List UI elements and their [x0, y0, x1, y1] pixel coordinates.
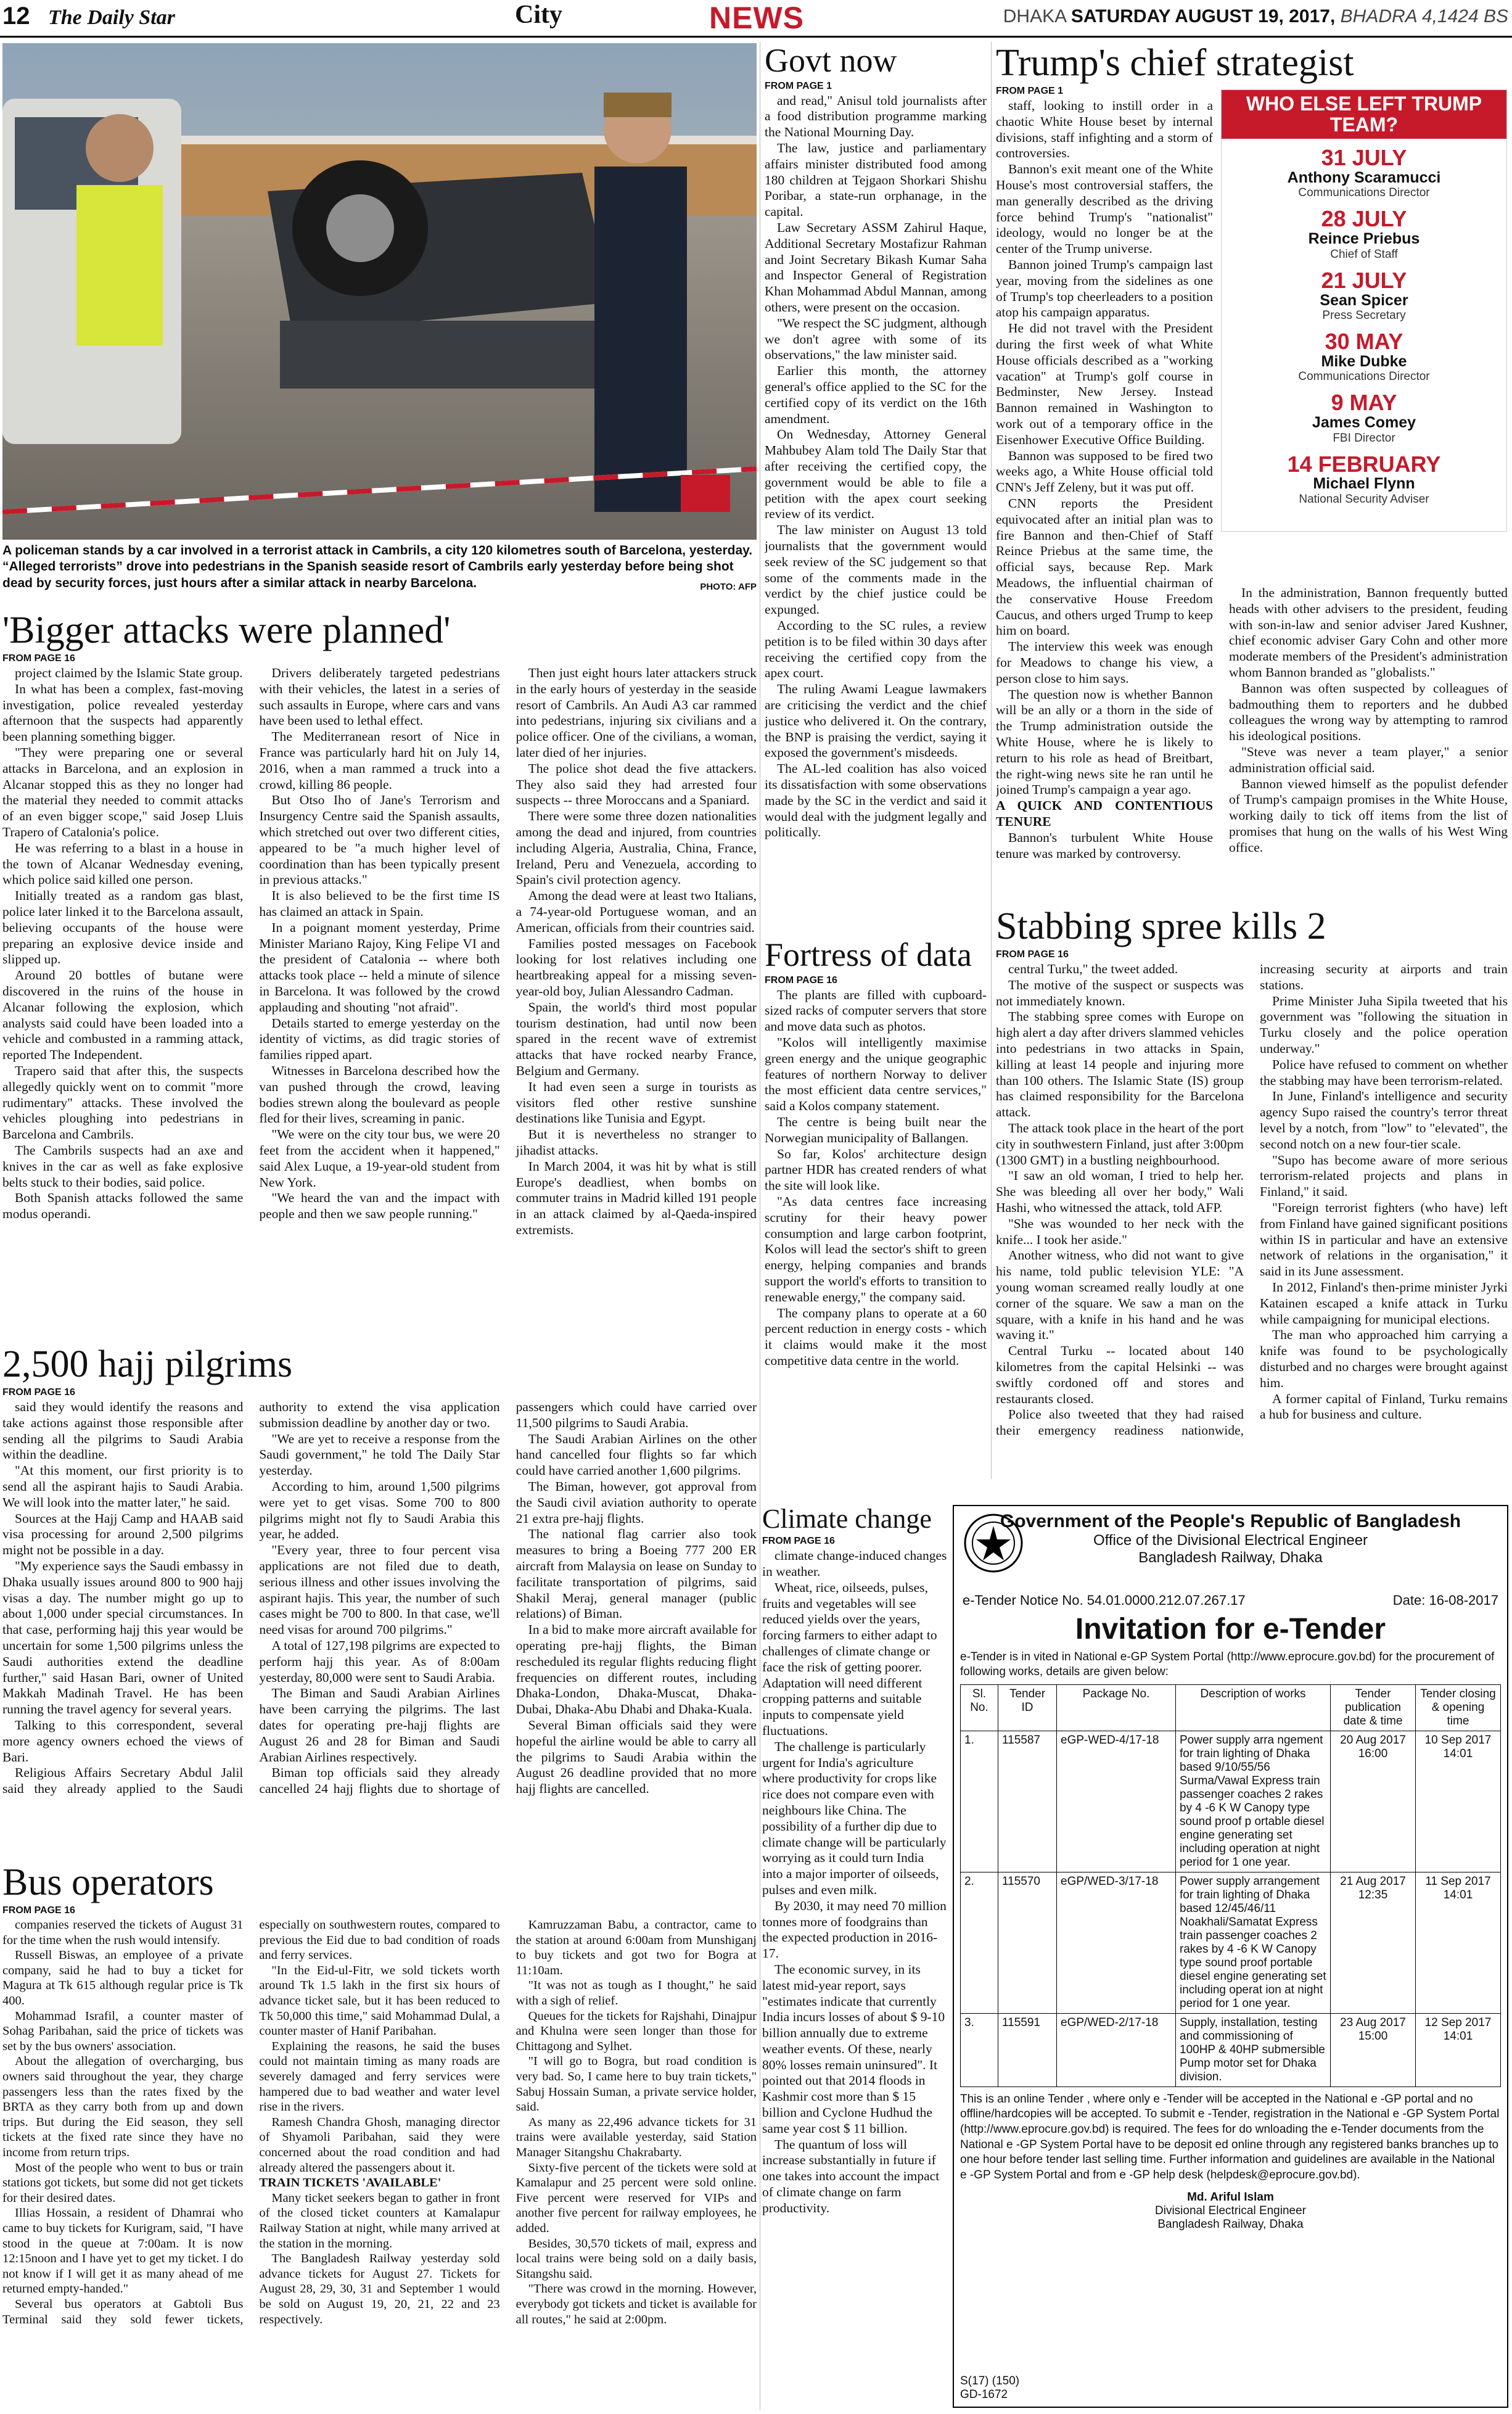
news-photo	[2, 43, 757, 540]
paragraph: "They were preparing one or several attacks in Barcelona, and an explosion in Alcanar stopped this as they no longer had the material they needed to commit attacks of an even bigger scope," said Josep Lluis Trapero of Catalonia's police.	[2, 745, 244, 840]
paragraph: The Cambrils suspects had an axe and knives in the car as well as fake explosive belts stuck to their bodies, said police.	[2, 1143, 244, 1190]
cell-closing: 11 Sep 2017 14:01	[1416, 1872, 1501, 2013]
paragraph: Trapero said that after this, the suspects allegedly quickly went on to commit "more rudimentary" attacks. These involved the vehicles ploughing into pedestrians in Barcelona and Cambrils.	[2, 1063, 244, 1142]
ad-government: Government of the People's Republic of Bangladesh	[1000, 1511, 1461, 1531]
government-seal-icon	[963, 1512, 1024, 1574]
article-stabbing-spree	[996, 907, 1508, 1480]
paragraph: The Biman, however, got approval from the Saudi civil aviation authority to operate 21 extra pre-hajj flights.	[516, 1479, 757, 1526]
article-hajj	[2, 1345, 757, 1863]
cell-package: eGP/WED-3/17-18	[1057, 1872, 1176, 2013]
article-body	[765, 987, 987, 1369]
paragraph: "We were on the city tour bus, we were 20 feet from the accident when it happened," said Alex Luque, a 19-year-old student from New York.	[259, 1127, 500, 1190]
paragraph: "I saw an old woman, I tried to help her. She was bleeding all over her body," Wali Hashi, who witnessed the attack, told AFP.	[996, 1168, 1244, 1216]
paragraph: In the administration, Bannon frequently butted heads with other advisers to the president, feuding with son-in-law and senior adviser Jared Kushner, chief economic adviser Gary Cohn and other more moderate members of the President's administration whom Bannon branded as "globalists."	[1229, 585, 1508, 680]
paragraph: As many as 22,496 advance tickets for 31 trains were available yesterday, said Station Manager Sitangshu Chakrabarty.	[516, 2115, 757, 2159]
paragraph: Religious Affairs Secretary Abdul Jalil said they already applied to the Saudi authority to extend the visa application submission deadline by another day or two.	[2, 1399, 500, 1797]
item-name: Sean Spicer	[1320, 291, 1408, 309]
paragraph: There were some three dozen nationalities among the dead and injured, from countries including Algeria, Australia, China, France, Ireland, Peru and Venezuela, according to Spain's civil protection agency.	[516, 809, 757, 888]
paragraph: "Supo has become aware of more serious terrorism-related projects and plans in Finland," it said.	[1260, 1152, 1508, 1200]
article-body	[2, 1918, 757, 2327]
cell-closing: 10 Sep 2017 14:01	[1416, 1731, 1501, 1872]
signatory-title: Divisional Electrical Engineer	[1155, 2204, 1306, 2217]
column-header: Package No.	[1057, 1684, 1176, 1731]
paragraph: The Saudi Arabian Airlines on the other hand cancelled four flights so far which could have carried another 1,600 pilgrims.	[516, 1431, 757, 1478]
cell-description: Power supply arra ngement for train lighting of Dhaka based 9/10/55/56 Surma/Vawal Express train passenger coaches 2 rakes by 4 -6 K W Canopy type sound proof p ortable diesel engine generating set including operation at night period for 1 one year.	[1176, 1731, 1331, 1872]
paragraph: Illias Hossain, a resident of Dhamrai who came to buy tickets for Kurigram, said, "I have stood in the queue at 7:00am. It is now 12:15noon and I have yet to get my ticket. I do not know if I will get it as many ahead of me returned empty-handed."	[2, 2206, 244, 2296]
paragraph: Several Biman officials said they were hopeful the airline would be able to carry all the pilgrims to Saudi Arabia within the August 26 deadline provided that no more hajj flights are cancelled.	[516, 1718, 757, 1797]
item-date: 14 FEBRUARY	[1287, 451, 1441, 477]
dateline-date: SATURDAY AUGUST 19, 2017,	[1070, 6, 1336, 27]
item-date: 31 JULY	[1321, 145, 1407, 171]
paragraph: According to him, around 1,500 pilgrims were yet to get visas. Some 700 to 800 pilgrims might not fly to Saudi Arabia this year, he added.	[259, 1479, 500, 1542]
paragraph: Police also tweeted that they had raised their emergency readiness nationwide, increasing security at airports and train stations.	[996, 962, 1508, 1438]
cell-publication: 21 Aug 2017 12:35	[1331, 1872, 1416, 2013]
paragraph: CNN reports the President equivocated after an initial plan was to fire Bannon and then-Chief of Staff Reince Priebus at the same time, the official says, because Rep. Mark Meadows, the influential chairman of the conservative House Freedom Caucus, and others urged Trump to keep him on board.	[996, 496, 1213, 638]
item-name: Michael Flynn	[1313, 475, 1415, 493]
ad-signature-block	[954, 2191, 1507, 2231]
item-name: Anthony Scaramucci	[1287, 168, 1441, 186]
paragraph: The centre is being built near the Norwegian municipality of Ballangen.	[765, 1114, 987, 1145]
paragraph: Many ticket seekers began to gather in front of the closed ticket counters at Kamalapur Railway Station at night, while many arrived at the station in the morning.	[259, 2191, 500, 2251]
item-date: 21 JULY	[1321, 267, 1407, 293]
table-row	[961, 1731, 1501, 1872]
paragraph: The stabbing spree comes with Europe on high alert a day after drivers slammed vehicles into pedestrians in two attacks in Spain, killing at least 14 people and injuring more than 100 others. The Islamic State (IS) group has claimed responsibility for the Barcelona attack.	[996, 1009, 1244, 1120]
column-header: Tender ID	[998, 1684, 1057, 1731]
cell-tender-id: 115591	[998, 2013, 1057, 2087]
paragraph: The company plans to operate at a 60 percent reduction in energy costs - which it claims would make it the most competitive data centre in the world.	[765, 1305, 987, 1369]
column-header: Tender closing & opening time	[1416, 1684, 1501, 1731]
paragraph: Central Turku -- located about 140 kilometres from the capital Helsinki -- was swiftly cordoned off and stores and restaurants closed.	[996, 1343, 1244, 1406]
paragraph: Law Secretary ASSM Zahirul Haque, Additional Secretary Mostafizur Rahman and Joint Secretary Bikash Kumar Saha and Inspector General of Registration Khan Mohammad Abdul Mannan, among others, were present on the occasion.	[765, 220, 987, 315]
sidebar-item	[1222, 269, 1506, 323]
paragraph: The ruling Awami League lawmakers are criticising the verdict and the chief justice who delivered it. On the contrary, the BNP is praising the verdict, saying it exposed the government's misdeeds.	[765, 682, 987, 760]
article-body	[996, 962, 1508, 1439]
ad-office-line2: Bangladesh Railway, Dhaka	[1138, 1549, 1323, 1566]
from-page: FROM PAGE 16	[762, 1536, 835, 1547]
paragraph: The Mediterranean resort of Nice in France was particularly hard hit on July 14, 2016, when a man rammed a truck into a crowd, killing 86 people.	[259, 729, 500, 792]
headline: Trump's chief strategist	[996, 43, 1354, 84]
headline: Bus operators	[2, 1863, 214, 1903]
ad-notice-row	[954, 1592, 1507, 1609]
paragraph: Another witness, who did not want to give his name, told public television YLE: "A young woman screamed really loudly at one corner of the square. We saw a man on the square, with a knife in his hand and he was waving it."	[996, 1248, 1244, 1343]
masthead: The Daily Star	[48, 6, 175, 29]
paragraph: Bannon's turbulent White House tenure was marked by controversy.	[996, 830, 1213, 861]
table-row	[961, 1872, 1501, 2013]
ad-office-line1: Office of the Divisional Electrical Engineer	[1093, 1532, 1368, 1549]
paragraph: On Wednesday, Attorney General Mahbubey Alam told The Daily Star that after receiving the certified copy, the government would be able to file a petition with the apex court seeking review of its verdict.	[765, 427, 987, 522]
photo-credit: PHOTO: AFP	[700, 581, 757, 592]
cell-closing: 12 Sep 2017 14:01	[1416, 2013, 1501, 2087]
ad-codes	[960, 2375, 1019, 2402]
paragraph: Details started to emerge yesterday on the identity of victims, as did tragic stories of families ripped apart.	[259, 1015, 500, 1063]
paragraph: The attack took place in the heart of the port city in southwestern Finland, just after 3:00pm (1300 GMT) in a bustling neighbourhood.	[996, 1121, 1244, 1168]
cell-tender-id: 115570	[998, 1872, 1057, 2013]
column-header: Tender publication date & time	[1331, 1684, 1416, 1731]
ad-header	[954, 1506, 1507, 1592]
paragraph: The motive of the suspect or suspects was not immediately known.	[996, 977, 1244, 1008]
photo-illustration	[2, 43, 757, 540]
sidebar-item	[1222, 453, 1506, 506]
cell-sl: 2.	[961, 1872, 998, 2013]
from-page: FROM PAGE 16	[2, 1905, 75, 1916]
column-header: Description of works	[1176, 1684, 1331, 1731]
dateline-bangla: BHADRA 4,1424 BS	[1340, 6, 1508, 27]
paragraph: It had even seen a surge in tourists as visitors fled other restive sunshine destinations like Tunisia and Egypt.	[516, 1079, 757, 1126]
item-date: 28 JULY	[1321, 206, 1407, 232]
paragraph: The quantum of loss will increase substantially in future if one takes into account the impact of climate change on farm productivity.	[762, 2136, 940, 2215]
paragraph: About the allegation of overcharging, bus owners said throughout the year, they charge passengers less than the rates fixed by the BRTA as they carry both from up and down trips. But during the Eid season, they sell tickets at the fixed rate since they have no income from return trips.	[2, 2054, 244, 2159]
paragraph: Police have refused to comment on whether the stabbing may have been terrorism-related.	[1260, 1057, 1508, 1088]
paragraph: Several bus operators at Gabtoli Bus Terminal said they sold fewer tickets, especially on southwestern routes, compared to previous the Eid due to bad condition of roads and ferry services.	[2, 1918, 500, 2326]
headline: 'Bigger attacks were planned'	[2, 611, 451, 651]
paragraph: "Steve was never a team player," a senior administration official said.	[1229, 744, 1508, 775]
page-number: 12	[2, 2, 30, 30]
paragraph: Initially treated as a random gas blast, police later linked it to the Barcelona assault, believing occupants of the house were preparing an explosive device inside and slipped up.	[2, 888, 244, 967]
ad-title: Invitation for e-Tender	[1075, 1613, 1386, 1646]
cell-package: eGP/WED-2/17-18	[1057, 2013, 1176, 2087]
paragraph: "Every year, three to four percent visa applications are not filed due to death, serious illness and other issues involving the aspirant hajis. This year, the number of such cases might be 700 to 800. In that case, we'll need visas for around 700 pilgrims."	[259, 1543, 500, 1637]
paragraph: A former capital of Finland, Turku remains a hub for business and culture.	[1260, 1391, 1508, 1422]
paragraph: The economic survey, in its latest mid-year report, says "estimates indicate that currently India incurs losses of about $ 9-10 billion annually due to extreme weather events. Of these, nearly 80% losses remain uninsured". It pointed out that 2014 floods in Kashmir cost more than $ 15 billion and Cyclone Hudhud the same year cost $ 11 billion.	[762, 1961, 945, 2136]
article-bus-operators	[2, 1863, 757, 2412]
from-page: FROM PAGE 16	[2, 1387, 75, 1398]
article-fortress-of-data	[765, 937, 987, 1493]
paragraph: central Turku," the tweet added.	[1008, 962, 1178, 977]
item-role: Communications Director	[1298, 186, 1430, 200]
paragraph: "I will go to Bogra, but road condition is very bad. So, I came here to buy train tickets," Sabuj Hossain Suman, a private service holder, said.	[516, 2054, 757, 2114]
sidebar-item	[1222, 207, 1506, 261]
article-body	[765, 93, 987, 841]
paragraph: The Biman and Saudi Arabian Airlines have been carrying the pilgrims. The last dates for operating pre-hajj flights are August 26 and 28 for Biman and Saudi Arabian Airlines respectively.	[259, 1686, 500, 1765]
article-body	[2, 1399, 757, 1797]
paragraph: "We are yet to receive a response from the Saudi government," he told The Daily Star yesterday.	[259, 1431, 500, 1478]
paragraph: "As data centres face increasing scrutiny for their heavy power consumption and large carbon footprint, Kolos will lead the sector's shift to green energy, helping companies and brands support the world's efforts to transition to renewable energy," the company said.	[765, 1194, 987, 1304]
dateline-city: DHAKA	[1003, 6, 1066, 27]
paragraph: Both Spanish attacks followed the same modus operandi.	[2, 1190, 244, 1222]
paragraph: "In the Eid-ul-Fitr, we sold tickets worth around Tk 1.5 lakh in the first six hours of advance ticket sale, but it has been reduced to Tk 50,000 this time," said Mohammad Dulal, a counter master of Hanif Paribahan.	[259, 1963, 500, 2038]
paragraph: Talking to this correspondent, several more agency owners echoed the views of Bari.	[2, 1718, 244, 1765]
article-body	[762, 1548, 947, 2216]
item-role: National Security Adviser	[1299, 492, 1429, 506]
section-name: City	[515, 1, 562, 29]
headline: Fortress of data	[765, 937, 972, 973]
ad-intro: e-Tender is in vited in National e-GP System Portal (http://www.eprocure.gov.bd) for the procurement of following works, details are given below:	[960, 1650, 1495, 1678]
sidebar-who-left	[1221, 89, 1507, 532]
paragraph: "My experience says the Saudi embassy in Dhaka usually issues around 800 to 900 hajj visas a day. The number might go up to about 1,000 under special circumstances. In that case, performing hajj this year would be uncertain for some 1,500 pilgrims unless the Saudi authorities extend the deadline further," said Hasan Bari, owner of United Makkah Madinah Travel. He has been running the travel agency for several years.	[2, 1559, 244, 1717]
paragraph: Bannon was often suspected by colleagues of badmouthing them to reporters and he dubbed colleagues the wrong way by attempting to ramrod his ideological positions.	[1229, 680, 1508, 744]
from-page: FROM PAGE 16	[765, 974, 837, 986]
paragraph: The plants are filled with cupboard-sized racks of computer servers that store and move data such as photos.	[765, 987, 987, 1034]
from-page: FROM PAGE 1	[996, 86, 1064, 97]
paragraph: The question now is whether Bannon will be an ally or a thorn in the side of the Trump administration outside the White House, where he is likely to return to his role as head of Breitbart, the right-wing news site he ran until he joined Trump's campaign a year ago.	[996, 686, 1213, 797]
paragraph: Spain, the world's third most popular tourism destination, had until now been spared in the recent wave of extremist attacks that have rocked nearby France, Belgium and Germany.	[516, 999, 757, 1079]
paragraph: In 2012, Finland's then-prime minister Jyrki Katainen escaped a knife attack in Turku while campaigning for municipal elections.	[1260, 1280, 1508, 1327]
paragraph: In June, Finland's intelligence and security agency Supo raised the country's terror threat level by a notch, from "low" to "elevated", the second notch on a new four-tier scale.	[1260, 1089, 1508, 1151]
cell-description: Supply, installation, testing and commissioning of 100HP & 40HP submersible Pump motor set for Dhaka division.	[1176, 2013, 1331, 2087]
cell-sl: 1.	[961, 1731, 998, 1872]
paragraph: A total of 127,198 pilgrims are expected to perform hajj this year. As of 8:00am yesterday, 80,000 were sent to Saudi Arabia.	[259, 1638, 500, 1685]
from-page: FROM PAGE 16	[996, 949, 1069, 960]
item-date: 9 MAY	[1331, 390, 1397, 416]
paragraph: Kamruzzaman Babu, a contractor, came to the station at around 6:00am from Munshiganj to buy tickets and got two for Bogra at 11:10am.	[516, 1918, 757, 1977]
sidebar-title: WHO ELSE LEFT TRUMP TEAM?	[1222, 90, 1506, 139]
paragraph: The law, justice and parliamentary affairs minister distributed food among 180 children at Tejgaon Shorkari Shishu Poribar, a state-run orphanage, in the capital.	[765, 141, 987, 220]
page-header	[0, 0, 1512, 38]
paragraph: Witnesses in Barcelona described how the van pushed through the crowd, leaving bodies strewn along the boulevard as people fled for their lives, screaming in panic.	[259, 1063, 500, 1126]
cell-package: eGP-WED-4/17-18	[1057, 1731, 1176, 1872]
paragraph: The AL-led coalition has also voiced its dissatisfaction with some observations made by the SC in the verdict and said it would deal with the judgment legally and politically.	[765, 761, 987, 840]
table-row	[961, 2013, 1501, 2087]
ad-date: Date: 16-08-2017	[1392, 1592, 1498, 1608]
paragraph: Wheat, rice, oilseeds, pulses, fruits and vegetables will see reduced yields over the years, forcing farmers to either adapt to challenges of climate change or face the risk of getting poorer. Adaptation will need different cropping patterns and suitable inputs to compensate yield fluctuations.	[762, 1580, 937, 1738]
subheading: A QUICK AND CONTENTIOUS TENURE	[996, 798, 1213, 829]
signatory-name: Md. Ariful Islam	[1187, 2190, 1274, 2204]
paragraph: Bannon was supposed to be fired two weeks ago, a White House official told CNN's Jeff Zeleny, but it was put off.	[996, 448, 1213, 495]
article-govt-now	[765, 43, 987, 937]
article-climate-change	[762, 1505, 947, 2412]
paragraph: The national flag carrier also took measures to bring a Boeing 777 200 ER aircraft from Malaysia on lease on Sunday to facilitate transportation of pilgrims, said Shakil Meraj, general manager (public relations) of Biman.	[516, 1526, 757, 1621]
table-header-row	[961, 1684, 1501, 1731]
paragraph: "She was wounded to her neck with the knife... I took her aside."	[996, 1216, 1244, 1247]
signatory-org: Bangladesh Railway, Dhaka	[1157, 2217, 1304, 2231]
tender-table	[960, 1684, 1501, 2087]
paragraph: project claimed by the Islamic State group.	[15, 665, 243, 681]
paragraph: According to the SC rules, a review petition is to be filed within 30 days after receiving the certified copy from the apex court.	[765, 617, 987, 681]
column-divider	[991, 42, 992, 1479]
dateline	[1003, 6, 1508, 27]
tender-advertisement	[953, 1505, 1508, 2408]
paragraph: "At this moment, our first priority is to send all the aspirant hajis to Saudi Arabia. We will look into the matter later," he said.	[2, 1463, 244, 1510]
paragraph: In what has been a complex, fast-moving investigation, police revealed yesterday afternoon that the suspects had apparently been planning something bigger.	[2, 681, 244, 744]
paragraph: The interview this week was enough for Meadows to change his view, a person close to him says.	[996, 639, 1213, 686]
paragraph: So far, Kolos' architecture design partner HDR has created renders of what the site will look like.	[765, 1146, 987, 1193]
paragraph: The law minister on August 13 told journalists that the government would seek review of the SC judgement so that some of the comments made in the verdict by the chief justice could be expunged.	[765, 522, 987, 617]
cell-description: Power supply arrangement for train lighting of Dhaka based 12/45/46/11 Noakhali/Samatat Express train passenger coaches 2 rakes by 4 -6 K W Canopy type sound proof portable diesel engine generating set including operat ion at night period for 1 one year.	[1176, 1872, 1331, 2013]
cell-publication: 23 Aug 2017 15:00	[1331, 2013, 1416, 2087]
paragraph: Biman top officials said they already cancelled 24 hajj flights due to shortage of passengers which could have carried over 11,500 pilgrims to Saudi Arabia.	[259, 1399, 757, 1797]
paragraph: It is also believed to be the first time IS has claimed an attack in Spain.	[259, 888, 500, 920]
paragraph: Bannon viewed himself as the populist defender of Trump's campaign promises in the White House, working daily to tick off items from the list of promises that hung on the walls of his West Wing office.	[1229, 776, 1508, 855]
paragraph: In a bid to make more aircraft available for operating pre-hajj flights, the Biman rescheduled its regular flights reducing flight frequencies on different routes, including Dhaka-London, Dhaka-Muscat, Dhaka-Dubai, Dhaka-Abu Dhabi and Dhaka-Kuala.	[516, 1622, 757, 1717]
paragraph: But it is nevertheless no stranger to jihadist attacks.	[516, 1127, 757, 1158]
paragraph: The police shot dead the five attackers. They also said they had arrested four suspects -- three Moroccans and a Spaniard.	[516, 760, 757, 808]
paragraph: Around 20 bottles of butane were discovered in the ruins of the house in Alcanar following the explosion, which analysts said could have been loaded into a vehicle and combusted in a ramming attack, reported The Independent.	[2, 968, 244, 1063]
item-name: Reince Priebus	[1308, 230, 1420, 248]
paragraph: In March 2004, it was hit by what is still Europe's deadliest, when bombs on commuter trains in Madrid killed 191 people in an attack claimed by al-Qaeda-inspired extremists.	[516, 1158, 757, 1237]
headline: Stabbing spree kills 2	[996, 907, 1326, 947]
paragraph: The man who approached him carrying a knife was found to be psychologically disturbed and no charges were brought against him.	[1260, 1327, 1508, 1390]
sidebar-item	[1222, 146, 1506, 200]
paragraph: "It was not as tough as I thought," he said with a sigh of relief.	[516, 1979, 757, 2008]
photo-caption	[2, 543, 757, 592]
paragraph: Bannon joined Trump's campaign last year, moving from the sidelines as one of Trump's top cheerleaders to a position atop his campaign apparatus.	[996, 257, 1213, 320]
from-page: FROM PAGE 16	[2, 653, 75, 664]
subheading: TRAIN TICKETS 'AVAILABLE'	[259, 2176, 442, 2190]
paragraph: In a poignant moment yesterday, Prime Minister Mariano Rajoy, King Felipe VI and the president of Catalonia -- where both attacks took place -- held a minute of silence in Barcelona. It was followed by the crowd applauding and shouting "not afraid".	[259, 920, 500, 1015]
paragraph: By 2030, it may need 70 million tonnes more of foodgrains than the expected production in 2016-17.	[762, 1898, 947, 1961]
paragraph: Most of the people who went to bus or train stations got tickets, but some did not get tickets for their desired dates.	[2, 2161, 244, 2205]
paragraph: Ramesh Chandra Ghosh, managing director of Shyamoli Paribahan, said they were concerned about the road condition and had already altered the passengers about it.	[259, 2115, 500, 2175]
paragraph: "Kolos will intelligently maximise green energy and the unique geographic features of northern Norway to deliver the most efficient data centre services," said a Kolos company statement.	[765, 1035, 987, 1114]
news-tag: NEWS	[709, 1, 804, 35]
item-name: Mike Dubke	[1321, 352, 1407, 370]
ad-code: S(17) (150)	[960, 2375, 1020, 2387]
paragraph: The challenge is particularly urgent for India's agriculture where productivity for crops like rice does not compare even with neighbours like China. The possibility of a further dip due to climate change will be particularly worrying as it could turn India into a major importer of oilseeds, pulses and even milk.	[762, 1739, 947, 1897]
paragraph: But Otso Iho of Jane's Terrorism and Insurgency Centre said the Spanish assaults, which stretched out over two different cities, appeared to be "a much higher level of coordination than has been typically present in previous attacks."	[259, 793, 500, 888]
sidebar-item	[1222, 330, 1506, 384]
paragraph: Earlier this month, the attorney general's office applied to the SC for the certified copy of its verdict on the 16th amendment.	[765, 363, 987, 426]
paragraph: "Foreign terrorist fighters (who have) left from Finland have gained significant positions within IS in particular and have an extensive network of relations in the organisation," it said in its June assessment.	[1260, 1200, 1508, 1279]
paragraph: Sixty-five percent of the tickets were sold at Kamalapur and 25 percent were sold online. Five percent were reserved for VIPs and another five percent for railway employees, he added.	[516, 2161, 757, 2235]
paragraph: Russell Biswas, an employee of a private company, said he had to buy a ticket for Magura at Tk 615 although regular price is Tk 400.	[2, 1948, 244, 2008]
item-role: FBI Director	[1333, 431, 1395, 445]
sidebar-item	[1222, 391, 1506, 445]
paragraph: Drivers deliberately targeted pedestrians with their vehicles, the latest in a series of such assaults in Europe, where cars and vans have been used to lethal effect.	[259, 665, 500, 728]
from-page: FROM PAGE 1	[765, 80, 832, 91]
paragraph: Prime Minister Juha Sipila tweeted that his government was "following the situation in Turku closely and the police operation underway."	[1260, 993, 1508, 1057]
paragraph: Explaining the reasons, he said the buses could not maintain timing as many roads are severely damaged and ferry services were hampered due to bad weather and water level rise in the rivers.	[259, 2039, 500, 2114]
paragraph: Queues for the tickets for Rajshahi, Dinajpur and Khulna were seen longer than those for Chittagong and Sylhet.	[516, 2009, 757, 2053]
paragraph: and read," Anisul told journalists after a food distribution programme marking the National Mourning Day.	[765, 93, 987, 140]
item-role: Press Secretary	[1322, 309, 1406, 323]
headline: 2,500 hajj pilgrims	[2, 1345, 293, 1385]
headline: Climate change	[762, 1505, 932, 1534]
paragraph: "There was crowd in the morning. However, everybody got tickets and ticket is available for all routes," he said at 2:00pm.	[516, 2282, 757, 2326]
article-body	[2, 665, 757, 1238]
paragraph: He did not travel with the President during the first week of what White House officials described as a "working vacation" at Trump's golf course in Bedminster, New Jersey. Instead Bannon remained in Washington to work out of a temporary office in the Eisenhower Executive Office Building.	[996, 321, 1213, 447]
paragraph: Families posted messages on Facebook looking for lost relatives including one heartbreaking appeal for a missing seven-year-old boy, Julian Alessandro Cadman.	[516, 936, 757, 999]
cell-tender-id: 115587	[998, 1731, 1057, 1872]
paragraph: Bannon's exit meant one of the White House's most controversial staffers, the man generally described as the driving force behind Trump's "nationalist" ideology, would no longer be at the center of the Trump universe.	[996, 162, 1213, 257]
article-bigger-attacks	[2, 611, 757, 1345]
article-body-col1	[996, 98, 1213, 862]
ad-notice-number: e-Tender Notice No. 54.01.0000.212.07.267.17	[963, 1592, 1246, 1608]
cell-sl: 3.	[961, 2013, 998, 2087]
paragraph: said they would identify the reasons and take actions against those responsible after sending all the pilgrims to Saudi Arabia within the deadline.	[2, 1399, 244, 1462]
paragraph: Sources at the Hajj Camp and HAAB said visa processing for around 2,500 pilgrims might not be possible in a day.	[2, 1510, 244, 1558]
paragraph: climate change-induced changes in weather.	[762, 1548, 947, 1579]
paragraph: staff, looking to instill order in a chaotic White House beset by internal divisions, staff infighting and a storm of controversies.	[996, 98, 1213, 161]
item-name: James Comey	[1312, 414, 1416, 432]
paragraph: "We heard the van and the impact with people and then we saw people running."	[259, 1190, 500, 1222]
caption-text: A policeman stands by a car involved in a terrorist attack in Cambrils, a city 120 kilometres south of Barcelona, yesterday. “Alleged terrorists” drove into pedestrians in the Spanish seaside resort of Cambrils early yesterday before being shot dead by security forces, just hours after a similar attack in nearby Barcelona.	[2, 543, 753, 590]
paragraph: Besides, 30,570 tickets of mail, express and local trains were being sold on a daily basis, Sitangshu said.	[516, 2236, 757, 2281]
ad-footer-text: This is an online Tender , where only e -Tender will be accepted in the National e -GP portal and no offline/hardcopies will be accepted. To submit e -Tender, registration in the National e -GP System Portal (http://www.eprocure.gov.bd) is required. The fees for do wnloading the e-Tender documents from the National e -GP System Portal have to be deposit ed online through any registered banks branches up to one hour before tender last selling time. Further information and guidelines are available in the National e -GP System Portal and from e -GP help desk (helpdesk@eprocure.gov.bd).	[960, 2092, 1500, 2181]
paragraph: "We respect the SC judgment, although we don't agree with some of its observations," the law minister said.	[765, 315, 987, 363]
item-role: Chief of Staff	[1330, 247, 1398, 261]
paragraph: companies reserved the tickets of August 31 for the time when the rush would intensify.	[2, 1918, 244, 1947]
headline: Govt now	[765, 43, 897, 79]
column-header: Sl. No.	[961, 1684, 998, 1731]
item-role: Communications Director	[1298, 370, 1430, 384]
paragraph: He was referring to a blast in a house in the town of Alcanar Wednesday evening, which police said killed one person.	[2, 840, 244, 888]
item-date: 30 MAY	[1325, 329, 1403, 355]
paragraph: Among the dead were at least two Italians, a 74-year-old Portuguese woman, and an American, officials from their countries said.	[516, 888, 757, 935]
cell-publication: 20 Aug 2017 16:00	[1331, 1731, 1416, 1872]
ad-code: GD-1672	[960, 2388, 1008, 2401]
paragraph: Then just eight hours later attackers struck in the early hours of yesterday in the seaside resort of Cambrils. An Audi A3 car rammed into pedestrians, injuring six civilians and a police officer. One of the civilians, a woman, later died of her injuries.	[516, 665, 757, 760]
paragraph: The Bangladesh Railway yesterday sold advance tickets for August 27. Tickets for August 28, 29, 30, 31 and September 1 would be sold on August 19, 20, 21, 22 and 23 respectively.	[259, 2252, 500, 2326]
paragraph: Mohammad Israfil, a counter master of Sohag Paribahan, said the price of tickets was set by the bus owners' association.	[2, 2009, 244, 2053]
